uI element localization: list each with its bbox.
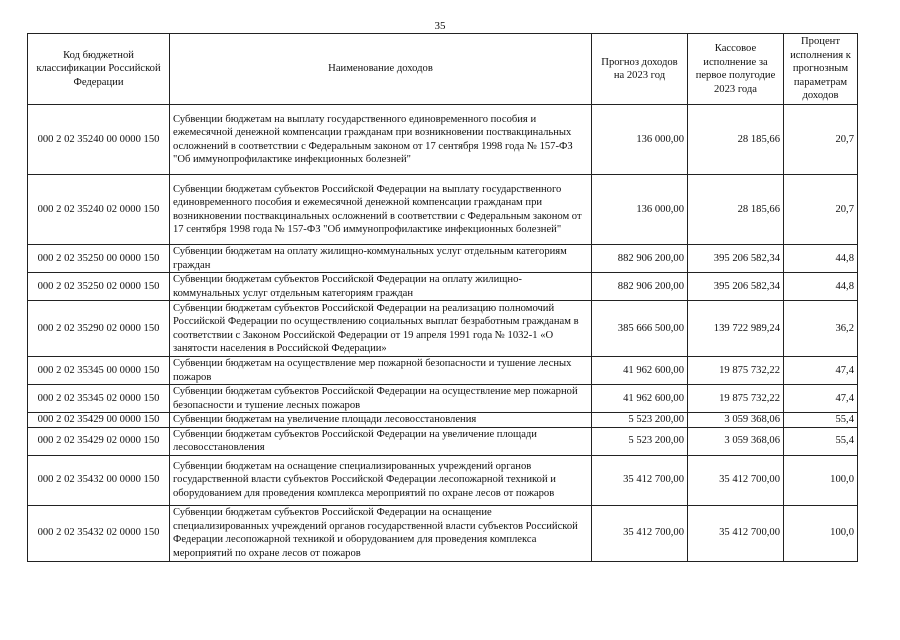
header-code: Код бюджетной классификации Российской Федерации	[28, 34, 170, 105]
row-name: Субвенции бюджетам субъектов Российской Федерации на увеличение площади лесовосстановления	[170, 427, 592, 455]
revenue-table	[27, 33, 858, 562]
row-cash: 28 185,66	[688, 175, 784, 245]
row-percent: 47,4	[784, 385, 858, 413]
row-percent: 55,4	[784, 427, 858, 455]
row-cash: 35 412 700,00	[688, 505, 784, 561]
row-cash: 139 722 989,24	[688, 301, 784, 357]
table-row	[28, 455, 858, 505]
row-percent: 47,4	[784, 357, 858, 385]
row-cash: 3 059 368,06	[688, 413, 784, 428]
row-code: 000 2 02 35345 00 0000 150	[28, 357, 170, 385]
row-name: Субвенции бюджетам на увеличение площади лесовосстановления	[170, 413, 592, 428]
row-percent: 20,7	[784, 105, 858, 175]
row-code: 000 2 02 35250 00 0000 150	[28, 245, 170, 273]
table-header-row	[28, 34, 858, 105]
row-forecast: 41 962 600,00	[592, 357, 688, 385]
row-code: 000 2 02 35432 00 0000 150	[28, 455, 170, 505]
row-code: 000 2 02 35429 00 0000 150	[28, 413, 170, 428]
table-row	[28, 245, 858, 273]
row-forecast: 35 412 700,00	[592, 455, 688, 505]
table-row	[28, 505, 858, 561]
row-forecast: 5 523 200,00	[592, 413, 688, 428]
table-row	[28, 385, 858, 413]
header-cash: Кассовое исполнение за первое полугодие 2023 года	[688, 34, 784, 105]
header-name: Наименование доходов	[170, 34, 592, 105]
row-cash: 3 059 368,06	[688, 427, 784, 455]
row-forecast: 882 906 200,00	[592, 273, 688, 301]
row-cash: 19 875 732,22	[688, 357, 784, 385]
row-name: Субвенции бюджетам на оснащение специализированных учреждений органов государственной власти субъектов Российской Федерации лесопожарной техникой и оборудованием для проведения комплекса мероприятий по охране лесов от пожаров	[170, 455, 592, 505]
row-cash: 395 206 582,34	[688, 245, 784, 273]
row-name: Субвенции бюджетам субъектов Российской Федерации на оснащение специализированных учреждений органов государственной власти субъектов Российской Федерации лесопожарной техникой и оборудованием для проведения комплекса мероприятий по охране лесов от пожаров	[170, 505, 592, 561]
row-forecast: 136 000,00	[592, 175, 688, 245]
row-name: Субвенции бюджетам на выплату государственного единовременного пособия и ежемесячной денежной компенсации гражданам при возникновении поствакцинальных осложнений в соответствии с Федеральным законом от 17 сентября 1998 года № 157-ФЗ "Об иммунопрофилактике инфекционных болезней"	[170, 105, 592, 175]
table-row	[28, 175, 858, 245]
row-percent: 36,2	[784, 301, 858, 357]
row-forecast: 882 906 200,00	[592, 245, 688, 273]
table-row	[28, 357, 858, 385]
row-cash: 35 412 700,00	[688, 455, 784, 505]
row-name: Субвенции бюджетам субъектов Российской Федерации на оплату жилищно-коммунальных услуг отдельным категориям граждан	[170, 273, 592, 301]
header-forecast: Прогноз доходов на 2023 год	[592, 34, 688, 105]
table-row	[28, 427, 858, 455]
row-name: Субвенции бюджетам на оплату жилищно-коммунальных услуг отдельным категориям граждан	[170, 245, 592, 273]
row-forecast: 136 000,00	[592, 105, 688, 175]
row-name: Субвенции бюджетам субъектов Российской Федерации на осуществление мер пожарной безопасности и тушение лесных пожаров	[170, 385, 592, 413]
row-cash: 28 185,66	[688, 105, 784, 175]
row-forecast: 41 962 600,00	[592, 385, 688, 413]
row-name: Субвенции бюджетам на осуществление мер пожарной безопасности и тушение лесных пожаров	[170, 357, 592, 385]
row-code: 000 2 02 35250 02 0000 150	[28, 273, 170, 301]
row-code: 000 2 02 35240 02 0000 150	[28, 175, 170, 245]
row-percent: 100,0	[784, 505, 858, 561]
row-code: 000 2 02 35432 02 0000 150	[28, 505, 170, 561]
table-row	[28, 273, 858, 301]
row-forecast: 385 666 500,00	[592, 301, 688, 357]
page-number: 35	[434, 20, 446, 32]
row-cash: 395 206 582,34	[688, 273, 784, 301]
table-row	[28, 105, 858, 175]
row-code: 000 2 02 35290 02 0000 150	[28, 301, 170, 357]
row-code: 000 2 02 35429 02 0000 150	[28, 427, 170, 455]
table-row	[28, 301, 858, 357]
row-percent: 55,4	[784, 413, 858, 428]
row-code: 000 2 02 35345 02 0000 150	[28, 385, 170, 413]
row-percent: 100,0	[784, 455, 858, 505]
row-forecast: 5 523 200,00	[592, 427, 688, 455]
row-forecast: 35 412 700,00	[592, 505, 688, 561]
row-cash: 19 875 732,22	[688, 385, 784, 413]
row-name: Субвенции бюджетам субъектов Российской Федерации на выплату государственного единовременного пособия и ежемесячной денежной компенсации гражданам при возникновении поствакцинальных осложнений в соответствии с Федеральным законом от 17 сентября 1998 года № 157-ФЗ "Об иммунопрофилактике инфекционных болезней"	[170, 175, 592, 245]
row-code: 000 2 02 35240 00 0000 150	[28, 105, 170, 175]
table-row	[28, 413, 858, 428]
row-percent: 44,8	[784, 245, 858, 273]
row-percent: 20,7	[784, 175, 858, 245]
row-percent: 44,8	[784, 273, 858, 301]
header-percent: Процент исполнения к прогнозным параметрам доходов	[784, 34, 858, 105]
row-name: Субвенции бюджетам субъектов Российской Федерации на реализацию полномочий Российской Федерации по осуществлению социальных выплат безработным гражданам в соответствии с Законом Российской Федерации от 19 апреля 1991 года № 1032-1 «О занятости населения в Российской Федерации»	[170, 301, 592, 357]
